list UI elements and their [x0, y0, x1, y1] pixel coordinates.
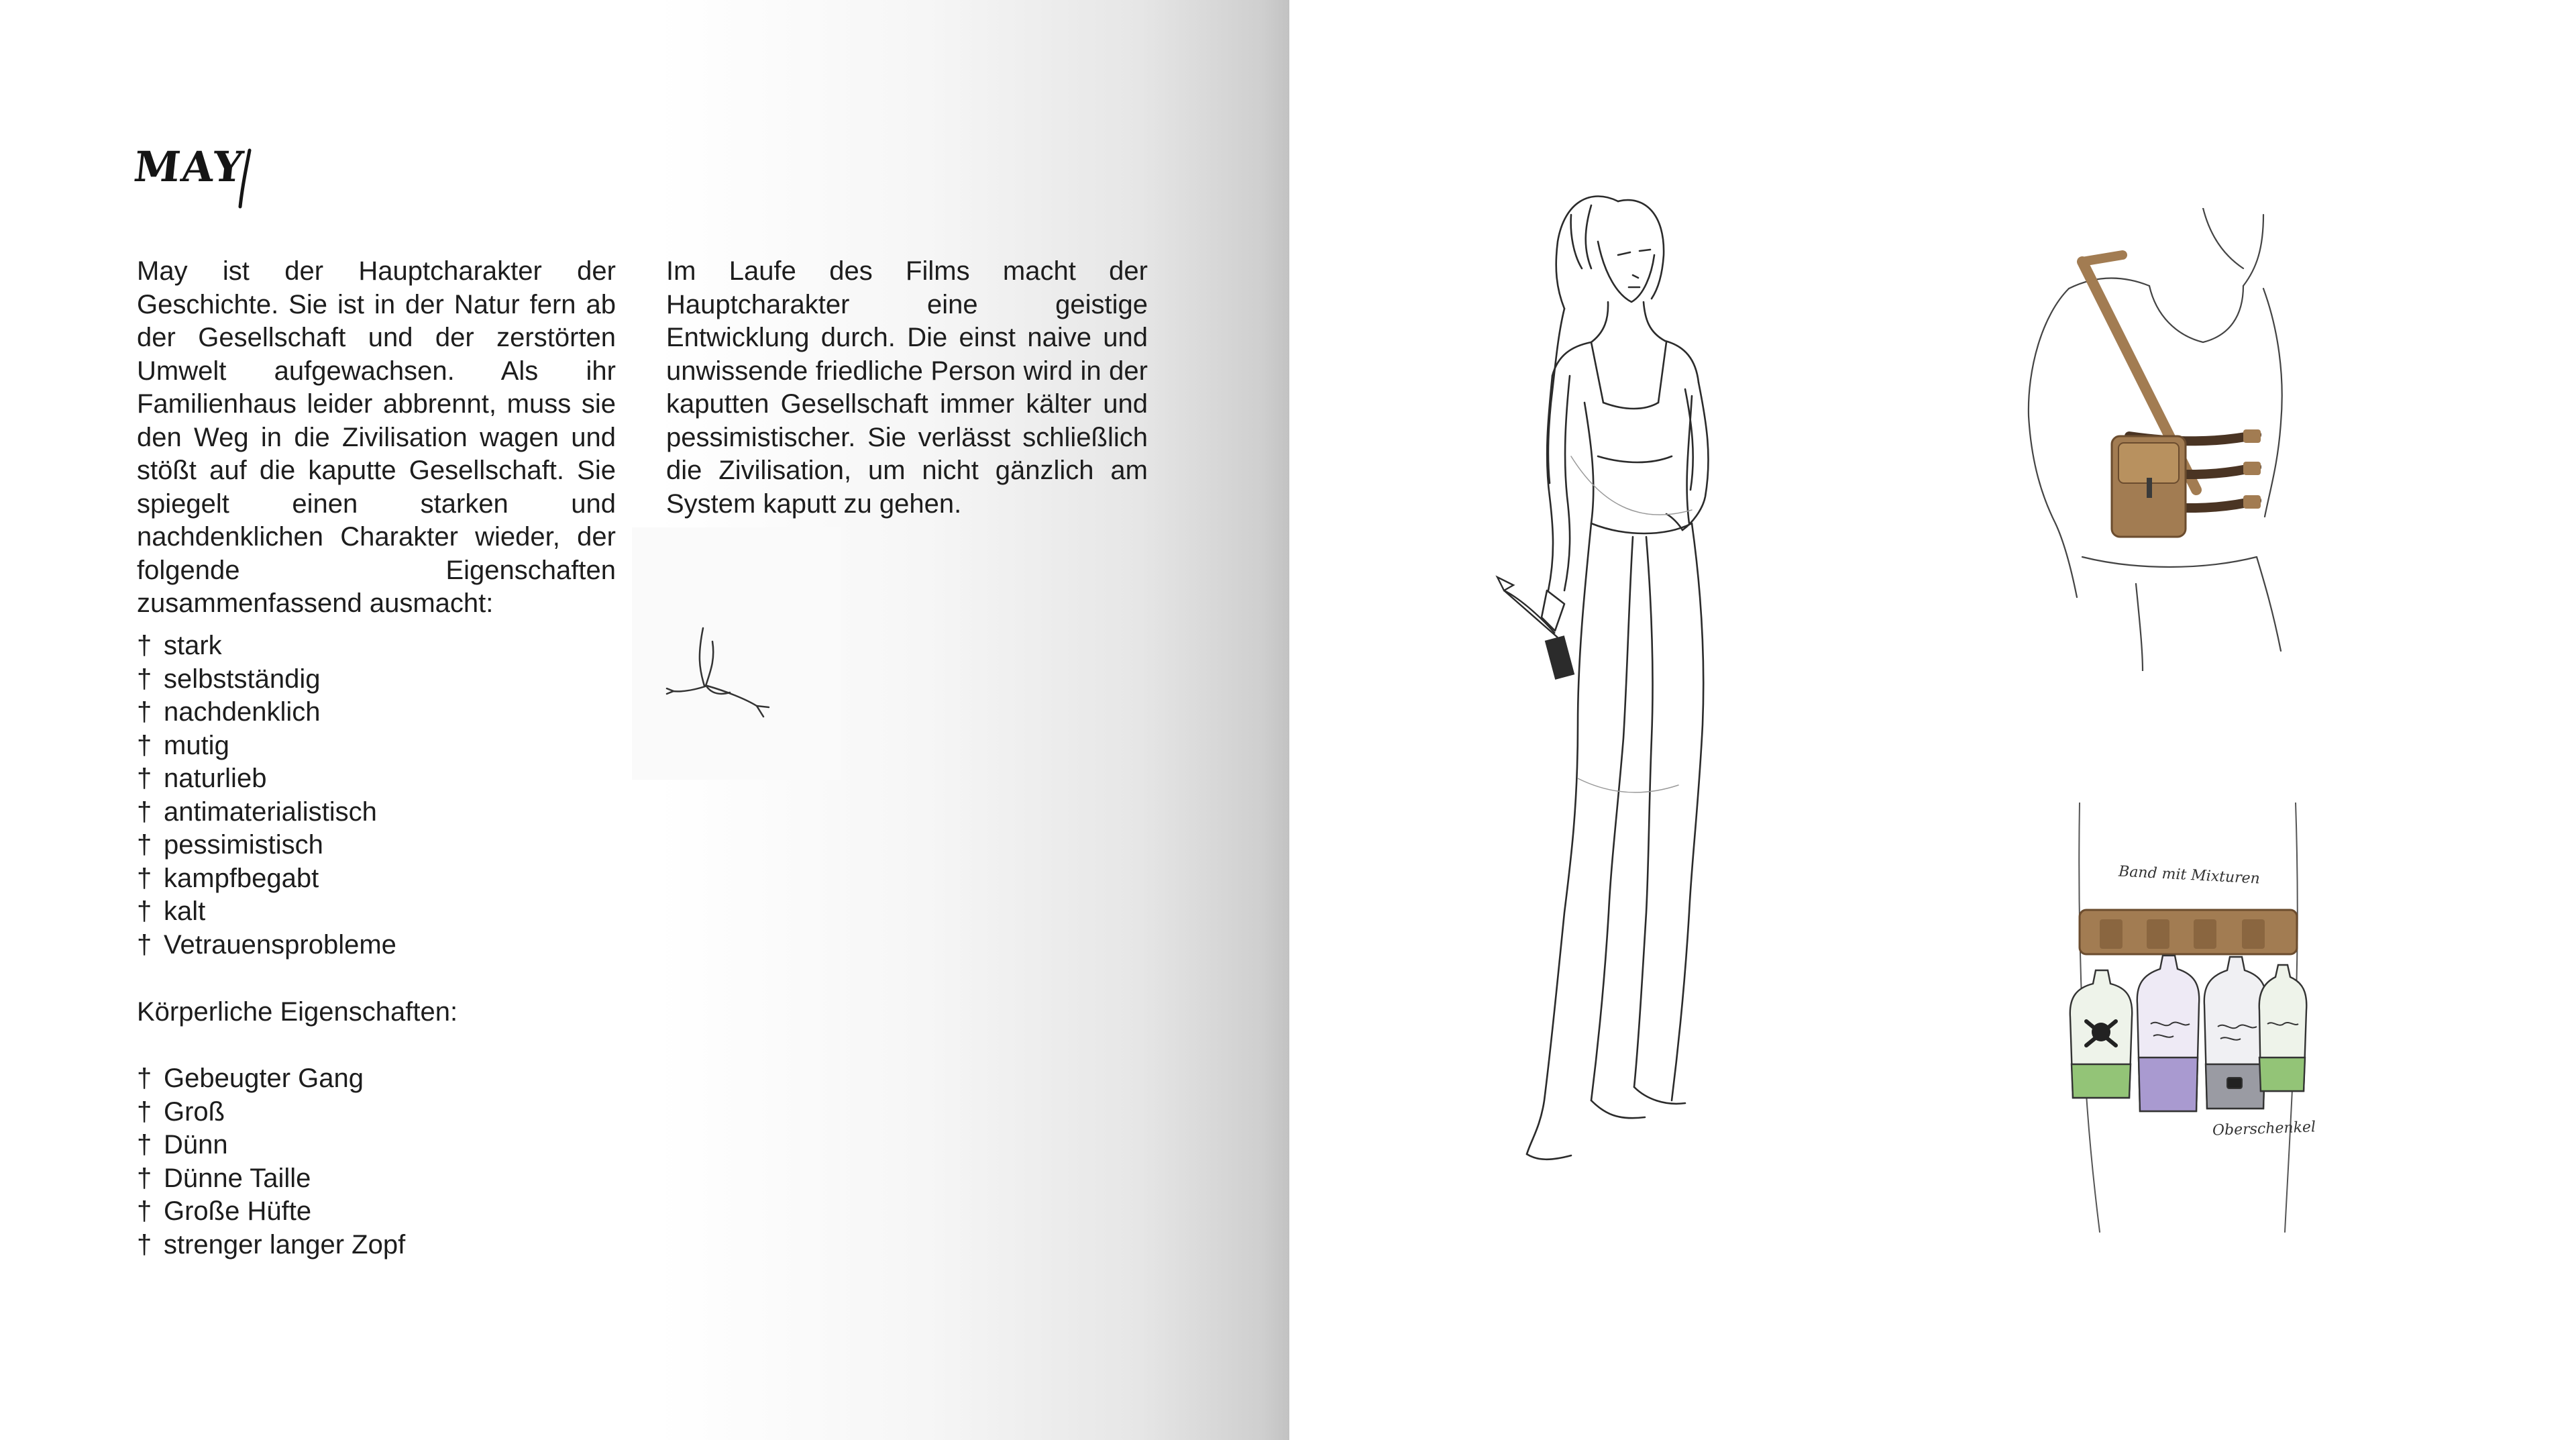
bird-sketch: [632, 527, 841, 780]
thigh-annotation: Oberschenkel: [2212, 1119, 2316, 1139]
list-item: † Gebeugter Gang: [137, 1064, 364, 1093]
belt-annotation: Band mit Mixturen: [2118, 863, 2261, 888]
physical-traits-list: [137, 1062, 405, 1262]
list-item: † kampfbegabt: [137, 863, 319, 893]
list-item: † stark: [137, 631, 222, 660]
bird-icon: [632, 527, 841, 780]
list-item: † Groß: [137, 1096, 225, 1127]
right-page: [1289, 0, 2576, 1440]
character-title: MAY: [131, 142, 247, 191]
title-flourish-icon: [235, 145, 255, 212]
shoulder-bag-sketch: [2015, 208, 2310, 671]
list-item: † kalt: [137, 896, 206, 926]
list-item: † Vetrauensprobleme: [137, 929, 396, 960]
intro-paragraph: May ist der Hauptcharakter der Geschichte. Sie ist in der Natur fern ab der Gesellschaft und der zerstörten Umwelt aufgewachsen. Als ihr Familienhaus leider abbrennt, muss sie den Weg in die Zivilisation wagen und stößt auf die kaputte Gesellschaft. Sie spiegelt einen starken und nachdenklichen Charakter wieder, der folgende Eigenschaften zusammenfassend ausmacht:: [137, 256, 616, 618]
list-item: † pessimistisch: [137, 830, 323, 860]
list-item: † nachdenklich: [137, 697, 321, 727]
list-item: † Dünne Taille: [137, 1163, 311, 1193]
list-item: † Dünn: [137, 1130, 228, 1160]
list-item: † selbstständig: [137, 664, 321, 694]
list-item: † antimaterialistisch: [137, 796, 377, 827]
may-figure-sketch: [1491, 174, 1772, 1248]
traits-list: [137, 629, 396, 962]
development-paragraph: Im Laufe des Films macht der Hauptcharakter eine geistige Entwicklung durch. Die einst naive und unwissende friedliche Person wird in der kaputten Gesellschaft immer kälter und pessimistischer. Sie verlässt schließlich die Zivilisation, um nicht gänzlich am System kaputt zu gehen.: [666, 256, 1148, 519]
physical-heading: Körperliche Eigenschaften:: [137, 997, 458, 1027]
list-item: † strenger langer Zopf: [137, 1229, 406, 1259]
list-item: † mutig: [137, 730, 229, 760]
list-item: † naturlieb: [137, 764, 267, 793]
list-item: † Große Hüfte: [137, 1196, 312, 1226]
